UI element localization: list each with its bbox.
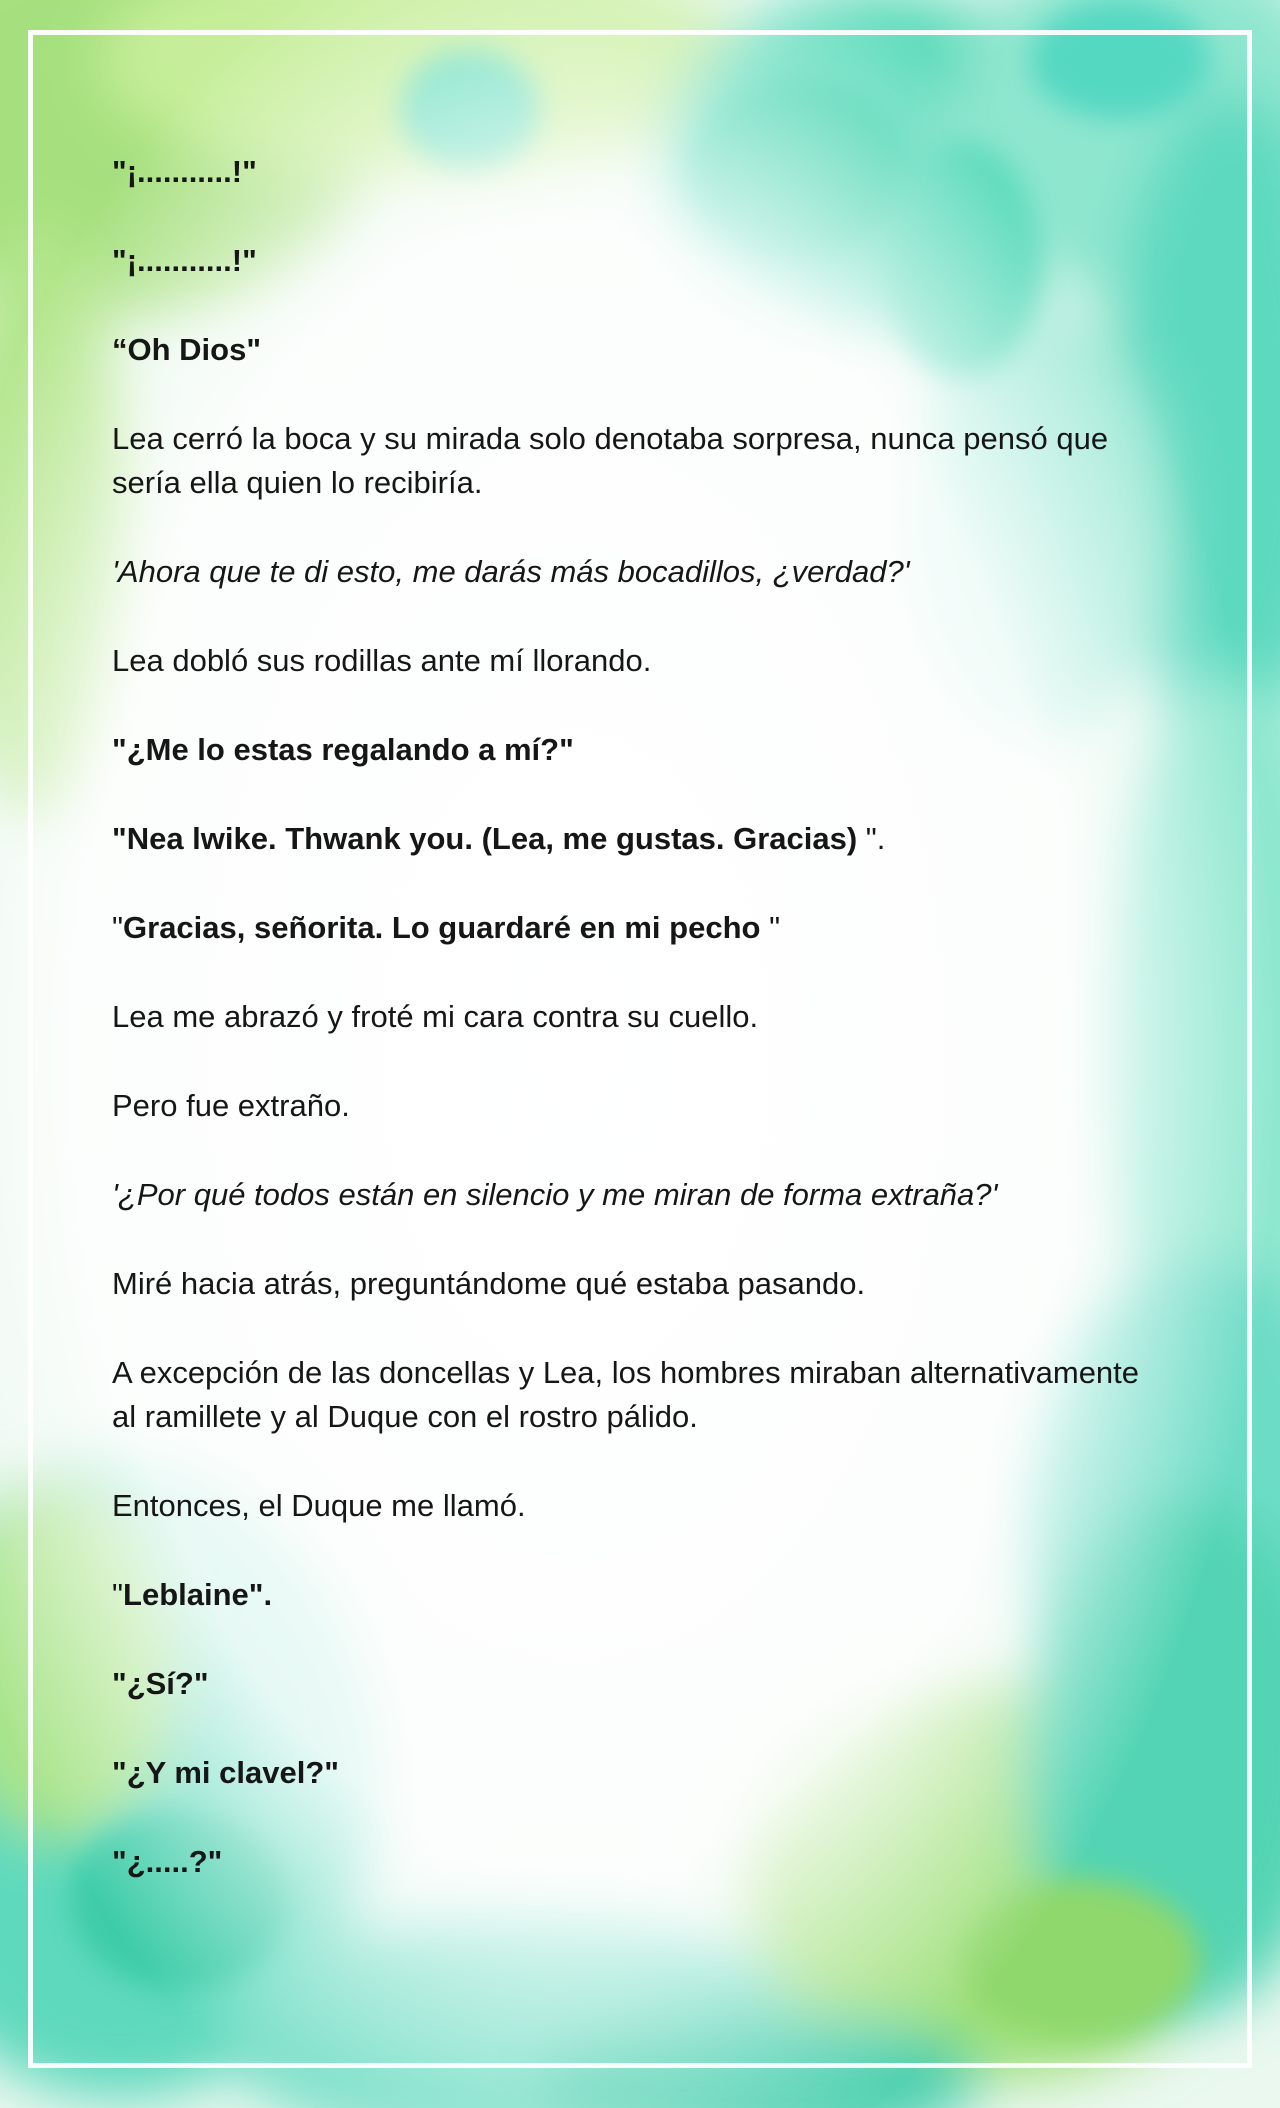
paragraph-exclaim-1: "¡...........!" bbox=[112, 154, 257, 189]
paragraph-dialogue bbox=[112, 817, 1152, 861]
paragraph-narration: Lea me abrazó y froté mi cara contra su cuello. bbox=[112, 999, 759, 1034]
paragraph-narration: Entonces, el Duque me llamó. bbox=[112, 1488, 526, 1523]
paragraph-thought: 'Ahora que te di esto, me darás más bocadillos, ¿verdad?' bbox=[112, 554, 910, 589]
dialogue-bold: Leblaine". bbox=[123, 1577, 273, 1612]
paragraph-narration: Pero fue extraño. bbox=[112, 1088, 350, 1123]
dialogue-lead: " bbox=[112, 1577, 124, 1612]
dialogue-bold: Gracias, señorita. Lo guardaré en mi pecho bbox=[123, 910, 761, 945]
paragraph-oh-dios: “Oh Dios" bbox=[112, 332, 262, 367]
paragraph-dialogue bbox=[112, 906, 1152, 950]
dialogue-lead: " bbox=[112, 910, 124, 945]
paragraph-dialogue: "¿.....?" bbox=[112, 1844, 223, 1879]
dialogue-bold: "Nea lwike. Thwank you. (Lea, me gustas. Gracias) bbox=[112, 821, 858, 856]
paragraph-dialogue: "¿Me lo estas regalando a mí?" bbox=[112, 732, 574, 767]
paragraph-dialogue: "¿Sí?" bbox=[112, 1666, 209, 1701]
paragraph-narration: A excepción de las doncellas y Lea, los hombres miraban alternativamente al ramillete y al Duque con el rostro pálido. bbox=[112, 1355, 1140, 1434]
paragraph-exclaim-2: "¡...........!" bbox=[112, 243, 257, 278]
paragraph-thought: '¿Por qué todos están en silencio y me miran de forma extraña?' bbox=[112, 1177, 998, 1212]
story-text bbox=[112, 150, 1152, 1929]
paragraph-narration: Lea cerró la boca y su mirada solo denotaba sorpresa, nunca pensó que sería ella quien lo recibiría. bbox=[112, 421, 1109, 500]
paragraph-dialogue bbox=[112, 1573, 1152, 1617]
dialogue-tail: ". bbox=[857, 821, 886, 856]
dialogue-tail: " bbox=[760, 910, 781, 945]
paragraph-dialogue: "¿Y mi clavel?" bbox=[112, 1755, 339, 1790]
paragraph-narration: Lea dobló sus rodillas ante mí llorando. bbox=[112, 643, 652, 678]
paragraph-narration: Miré hacia atrás, preguntándome qué estaba pasando. bbox=[112, 1266, 866, 1301]
